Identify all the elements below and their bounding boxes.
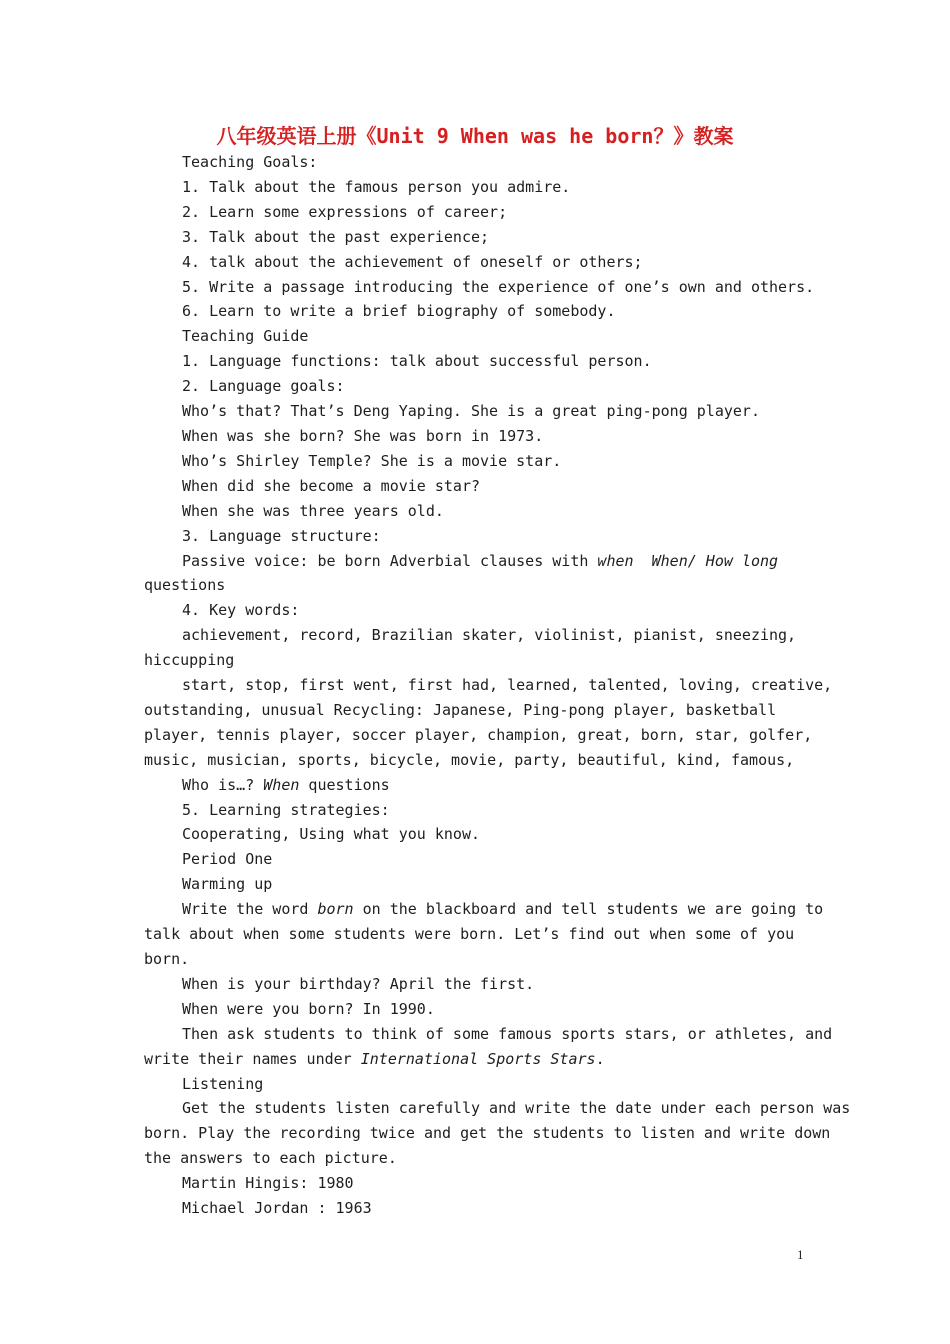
- heading-period-one: Period One: [182, 850, 273, 869]
- key-words-line: music, musician, sports, bicycle, movie, party, beautiful, kind, famous,: [144, 750, 795, 769]
- text-run: Who is…?: [182, 775, 264, 794]
- text-run: Write the word: [182, 900, 318, 919]
- goal-item: 1. Talk about the famous person you admire.: [182, 177, 571, 196]
- goal-item: 4. talk about the achievement of oneself or others;: [182, 252, 643, 271]
- language-structure-cont: questions: [144, 576, 226, 595]
- listening-line: the answers to each picture.: [144, 1149, 397, 1168]
- warming-up-line: [144, 897, 824, 922]
- guide-item: 5. Learning strategies:: [182, 800, 390, 819]
- text-run: write their names under: [144, 1049, 361, 1068]
- goal-item: 3. Talk about the past experience;: [182, 227, 490, 246]
- page-number: 1: [797, 1247, 804, 1262]
- strategies-line: Cooperating, Using what you know.: [182, 825, 481, 844]
- dialogue-line: When is your birthday? April the first.: [182, 974, 535, 993]
- heading-listening: Listening: [182, 1074, 264, 1093]
- document-title: 八年级英语上册《Unit 9 When was he born？》教案: [216, 124, 734, 148]
- heading-teaching-goals: Teaching Goals:: [182, 153, 318, 171]
- key-words-line: player, tennis player, soccer player, champion, great, born, star, golfer,: [144, 725, 813, 744]
- guide-item: 2. Language goals:: [182, 377, 345, 396]
- italic-sports-stars: International Sports Stars: [360, 1049, 596, 1068]
- answer-line: Martin Hingis: 1980: [182, 1174, 354, 1193]
- goal-item: 6. Learn to write a brief biography of somebody.: [182, 302, 616, 321]
- italic-born: born: [317, 900, 354, 919]
- key-words-line: [144, 773, 814, 798]
- example-sentence: Who’s Shirley Temple? She is a movie star.: [182, 451, 562, 470]
- document-body: [144, 150, 851, 1221]
- example-sentence: When was she born? She was born in 1973.: [182, 426, 544, 445]
- goal-item: 2. Learn some expressions of career;: [182, 202, 508, 221]
- heading-teaching-guide: Teaching Guide: [182, 327, 309, 346]
- italic-when: when: [597, 551, 634, 570]
- guide-item: 1. Language functions: talk about successful person.: [182, 352, 652, 371]
- text-run: on the blackboard and tell students we are going to: [353, 900, 824, 919]
- italic-when-how-long: When/ How long: [651, 551, 779, 570]
- italic-when: When: [263, 775, 300, 794]
- instruction-line: [144, 1047, 814, 1072]
- example-sentence: When she was three years old.: [182, 501, 444, 520]
- listening-line: Get the students listen carefully and write the date under each person was: [182, 1099, 851, 1118]
- example-sentence: When did she become a movie star?: [182, 476, 481, 495]
- text-run: Passive voice: be born Adverbial clauses with: [182, 551, 598, 570]
- text-run: questions: [299, 775, 390, 794]
- answer-line: Michael Jordan : 1963: [182, 1199, 372, 1218]
- key-words-line: hiccupping: [144, 651, 235, 670]
- example-sentence: Who’s that? That’s Deng Yaping. She is a great ping-pong player.: [182, 402, 760, 421]
- instruction-line: Then ask students to think of some famous sports stars, or athletes, and: [182, 1024, 833, 1043]
- text-run: .: [595, 1049, 605, 1068]
- key-words-line: start, stop, first went, first had, learned, talented, loving, creative,: [182, 676, 833, 695]
- guide-item: 4. Key words:: [182, 601, 300, 620]
- goal-item: 5. Write a passage introducing the experience of one’s own and others.: [182, 277, 815, 296]
- dialogue-line: When were you born? In 1990.: [182, 999, 435, 1018]
- guide-item: 3. Language structure:: [182, 526, 381, 545]
- heading-warming-up: Warming up: [182, 875, 273, 894]
- key-words-line: achievement, record, Brazilian skater, violinist, pianist, sneezing,: [182, 626, 797, 645]
- language-structure-line: [144, 549, 814, 574]
- key-words-line: outstanding, unusual Recycling: Japanese, Ping-pong player, basketball: [144, 700, 777, 719]
- warming-up-line: talk about when some students were born. Let’s find out when some of you: [144, 925, 795, 944]
- warming-up-line: born.: [144, 950, 190, 968]
- listening-line: born. Play the recording twice and get the students to listen and write down: [144, 1124, 831, 1143]
